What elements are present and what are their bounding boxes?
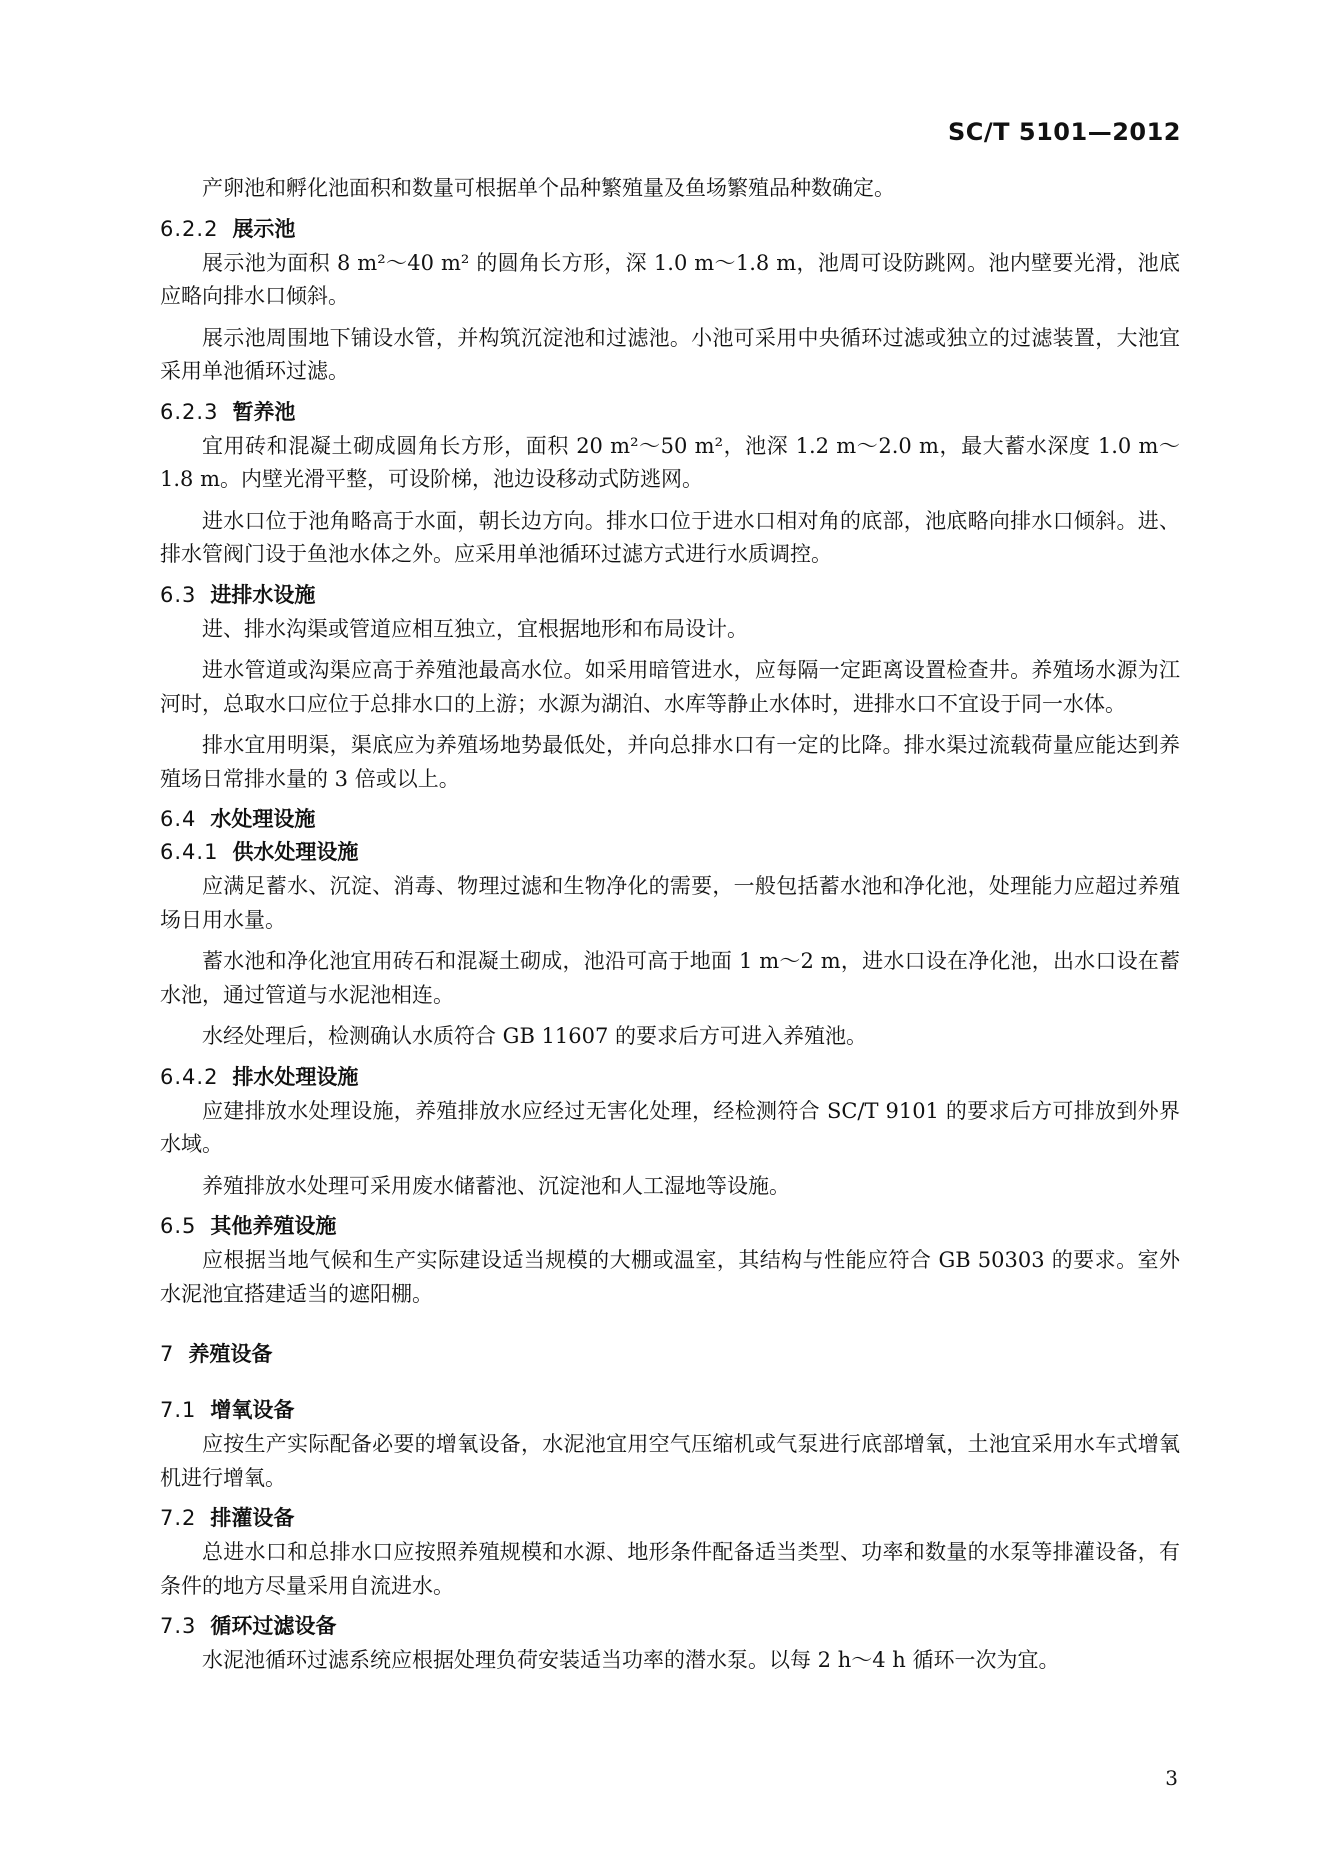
section-heading — [160, 1062, 1180, 1092]
section-heading — [160, 580, 1180, 610]
section-number: 7.3 — [160, 1614, 197, 1638]
section-number: 6.4.1 — [160, 840, 219, 864]
chapter-heading — [160, 1339, 1180, 1369]
paragraph: 进水管道或沟渠应高于养殖池最高水位。如采用暗管进水，应每隔一定距离设置检查井。养殖场水源为江河时，总取水口应位于总排水口的上游；水源为湖泊、水库等静止水体时，进排水口不宜设于同一水体。 — [160, 658, 1180, 716]
paragraph: 应满足蓄水、沉淀、消毒、物理过滤和生物净化的需要，一般包括蓄水池和净化池，处理能力应超过养殖场日用水量。 — [160, 874, 1180, 932]
document-body — [160, 172, 1180, 1686]
section-title: 暂养池 — [232, 399, 296, 424]
paragraph: 蓄水池和净化池宜用砖石和混凝土砌成，池沿可高于地面 1 m～2 m，进水口设在净化池，出水口设在蓄水池，通过管道与水泥池相连。 — [160, 949, 1180, 1007]
section-number: 6.4 — [160, 807, 197, 831]
paragraph: 应建排放水处理设施，养殖排放水应经过无害化处理，经检测符合 SC/T 9101 的要求后方可排放到外界水域。 — [160, 1098, 1180, 1156]
paragraph: 进水口位于池角略高于水面，朝长边方向。排水口位于进水口相对角的底部，池底略向排水口倾斜。进、排水管阀门设于鱼池水体之外。应采用单池循环过滤方式进行水质调控。 — [160, 508, 1180, 566]
section-title: 展示池 — [232, 216, 296, 241]
paragraph: 展示池为面积 8 m²～40 m² 的圆角长方形，深 1.0 m～1.8 m，池周可设防跳网。池内壁要光滑，池底应略向排水口倾斜。 — [160, 250, 1180, 308]
section-heading — [160, 1211, 1180, 1241]
section-title: 排水处理设施 — [232, 1064, 359, 1089]
paragraph: 养殖排放水处理可采用废水储蓄池、沉淀池和人工湿地等设施。 — [202, 1173, 790, 1198]
section-number: 7.1 — [160, 1398, 197, 1422]
paragraph: 宜用砖和混凝土砌成圆角长方形，面积 20 m²～50 m²，池深 1.2 m～2.0 m，最大蓄水深度 1.0 m～1.8 m。内壁光滑平整，可设阶梯，池边设移动式防逃网。 — [160, 433, 1180, 491]
section-number: 6.3 — [160, 582, 197, 607]
page-number: 3 — [1165, 1766, 1178, 1790]
paragraph: 应根据当地气候和生产实际建设适当规模的大棚或温室，其结构与性能应符合 GB 50303 的要求。室外水泥池宜搭建适当的遮阳棚。 — [160, 1248, 1180, 1306]
section-title: 增氧设备 — [210, 1398, 295, 1422]
section-heading — [160, 1395, 1180, 1425]
standard-code: SC/T 5101—2012 — [948, 118, 1181, 146]
section-number: 6.2.2 — [160, 216, 219, 241]
section-number: 6.5 — [160, 1214, 197, 1238]
section-title: 排灌设备 — [210, 1506, 295, 1530]
section-heading — [160, 214, 1180, 244]
paragraph: 水经处理后，检测确认水质符合 GB 11607 的要求后方可进入养殖池。 — [202, 1024, 868, 1048]
paragraph: 产卵池和孵化池面积和数量可根据单个品种繁殖量及鱼场繁殖品种数确定。 — [202, 176, 895, 200]
section-heading — [160, 804, 1180, 834]
paragraph: 总进水口和总排水口应按照养殖规模和水源、地形条件配备适当类型、功率和数量的水泵等排灌设备，有条件的地方尽量采用自流进水。 — [160, 1540, 1180, 1598]
section-heading — [160, 397, 1180, 427]
section-title: 养殖设备 — [188, 1342, 273, 1366]
section-number: 6.2.3 — [160, 399, 219, 424]
paragraph: 排水宜用明渠，渠底应为养殖场地势最低处，并向总排水口有一定的比降。排水渠过流载荷量应能达到养殖场日常排水量的 3 倍或以上。 — [160, 733, 1180, 791]
section-title: 其他养殖设施 — [210, 1214, 337, 1238]
paragraph: 进、排水沟渠或管道应相互独立，宜根据地形和布局设计。 — [202, 616, 748, 641]
section-title: 循环过滤设备 — [210, 1614, 337, 1638]
section-title: 供水处理设施 — [232, 840, 359, 864]
paragraph: 展示池周围地下铺设水管，并构筑沉淀池和过滤池。小池可采用中央循环过滤或独立的过滤装置，大池宜采用单池循环过滤。 — [160, 325, 1180, 383]
paragraph: 应按生产实际配备必要的增氧设备，水泥池宜用空气压缩机或气泵进行底部增氧，土池宜采用水车式增氧机进行增氧。 — [160, 1432, 1180, 1490]
paragraph: 水泥池循环过滤系统应根据处理负荷安装适当功率的潜水泵。以每 2 h～4 h 循环一次为宜。 — [202, 1648, 1060, 1672]
section-heading — [160, 837, 1180, 867]
section-title: 水处理设施 — [210, 807, 316, 831]
section-number: 6.4.2 — [160, 1064, 219, 1089]
section-heading — [160, 1503, 1180, 1533]
section-title: 进排水设施 — [210, 582, 316, 607]
section-number: 7 — [160, 1342, 175, 1366]
section-number: 7.2 — [160, 1506, 197, 1530]
section-heading — [160, 1611, 1180, 1641]
